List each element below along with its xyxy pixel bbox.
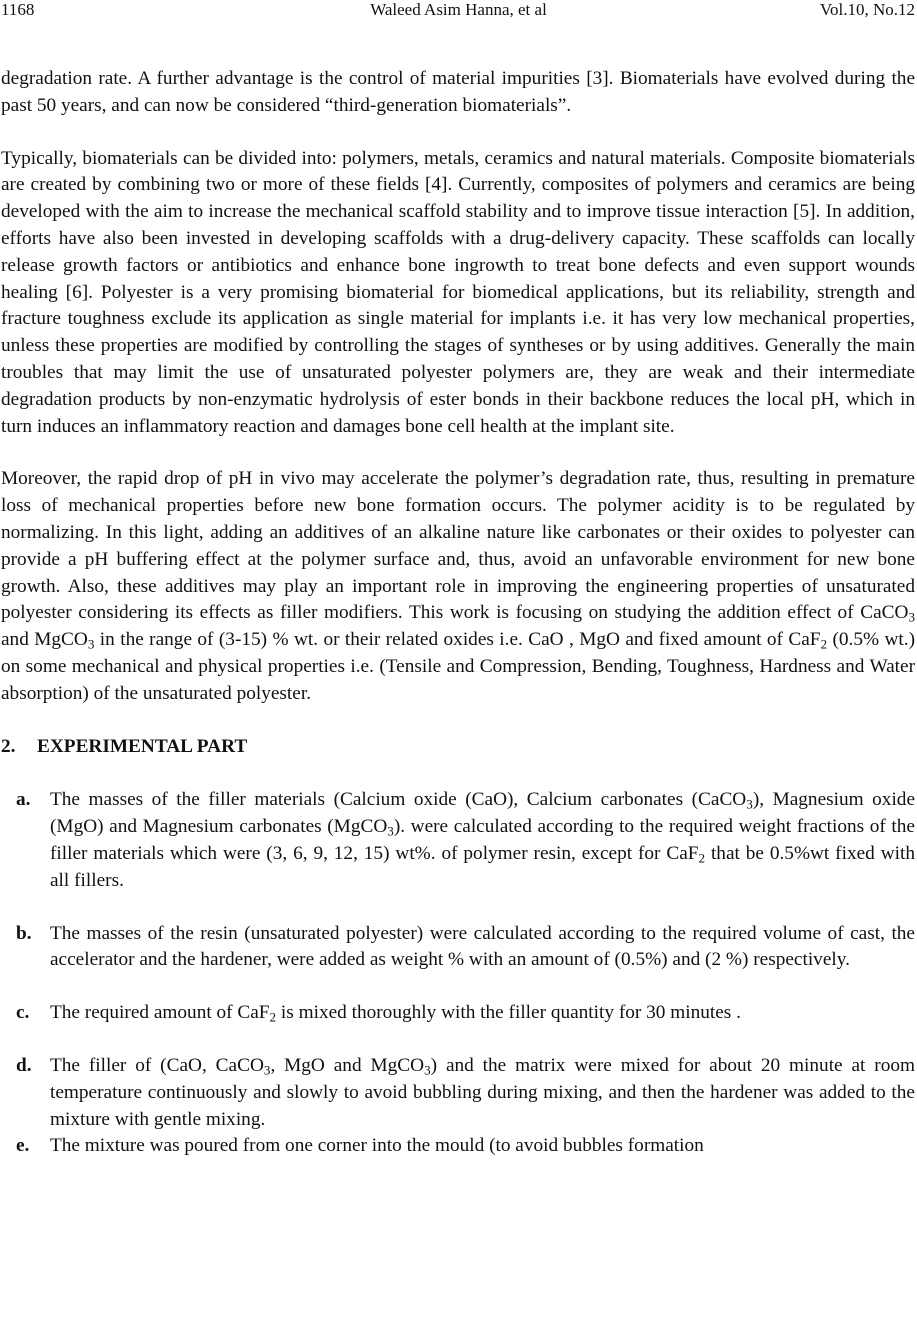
procedure-step xyxy=(1,1000,915,1027)
step-marker: c. xyxy=(16,1002,30,1024)
step-marker: d. xyxy=(16,1054,32,1076)
procedure-step xyxy=(1,787,915,894)
step-text: The required amount of CaF$_2$ is mixed thoroughly with the filler quantity for 30 minutes . xyxy=(50,1002,741,1025)
procedure-step xyxy=(1,921,915,975)
body-paragraph: Moreover, the rapid drop of pH in vivo may accelerate the polymer’s degradation rate, thus, resulting in premature loss of mechanical properties before new bone formation occurs. The polymer acidity is to be regulated by normalizing. In this light, adding an additives of an alkaline nature like carbonates or their oxides to polyester can provide a pH buffering effect at the polymer surface and, thus, avoid an unfavorable environment for new bone growth. Also, these additives may play an important role in improving the engineering properties of unsaturated polyester considering its effects as filler modifiers. This work is focusing on studying the addition effect of CaCO$_3$ and MgCO$_3$ in the range of (3-15) % wt. or their related oxides i.e. CaO , MgO and fixed amount of CaF$_2$ (0.5% wt.) on some mechanical and physical properties i.e. (Tensile and Compression, Bending, Toughness, Hardness and Water absorption) of the unsaturated polyester. xyxy=(1,468,916,704)
step-marker: b. xyxy=(16,922,32,944)
step-text: The masses of the filler materials (Calcium oxide (CaO), Calcium carbonates (CaCO$_3$), Magnesium oxide (MgO) and Magnesium carbonates (MgCO$_3$). were calculated according to the required weight fractions of the filler materials which were (3, 6, 9, 12, 15) wt%. of polymer resin, except for CaF$_2$ that be 0.5%wt fixed with all fillers. xyxy=(50,789,916,891)
subscript: 3 xyxy=(424,1062,431,1078)
subscript: 2 xyxy=(820,636,828,652)
page-number: 1168 xyxy=(1,0,35,19)
subscript: 3 xyxy=(263,1062,271,1078)
journal-volume: Vol.10, No.12 xyxy=(819,0,915,19)
procedure-step xyxy=(1,1053,915,1133)
body-paragraph: degradation rate. A further advantage is the control of material impurities [3]. Biomaterials have evolved during the past 50 years, and can now be considered “third-generation biomaterials”. xyxy=(1,68,915,116)
subscript: 3 xyxy=(746,797,753,812)
section-heading xyxy=(1,734,915,761)
running-authors: Waleed Asim Hanna, et al xyxy=(370,0,547,19)
subscript: 3 xyxy=(87,636,95,652)
subscript: 3 xyxy=(908,610,915,626)
subscript: 2 xyxy=(698,850,706,866)
page-header xyxy=(0,0,917,22)
article-body xyxy=(1,66,915,1160)
step-text: The masses of the resin (unsaturated polyester) were calculated according to the required volume of cast, the accelerator and the hardener, were added as weight % with an amount of (0.5%) and (2 %) respectively. xyxy=(50,922,915,971)
procedure-list xyxy=(1,787,915,1160)
procedure-step xyxy=(1,1133,915,1160)
step-marker: e. xyxy=(16,1135,30,1157)
step-text: The filler of (CaO, CaCO$_3$, MgO and MgCO$_3$) and the matrix were mixed for about 20 minute at room temperature continuously and slowly to avoid bubbling during mixing, and then the hardener was added to the mixture with gentle mixing. xyxy=(50,1054,916,1130)
section-title: EXPERIMENTAL PART xyxy=(37,735,248,757)
section-number: 2. xyxy=(1,735,16,757)
subscript: 3 xyxy=(387,823,394,839)
step-marker: a. xyxy=(16,789,31,811)
body-paragraph: Typically, biomaterials can be divided into: polymers, metals, ceramics and natural materials. Composite biomaterials are created by combining two or more of these fields [4]. Currently, composites of polymers and ceramics are being developed with the aim to increase the mechanical scaffold stability and to improve tissue interaction [5]. In addition, efforts have also been invested in developing scaffolds with a drug-delivery capacity. These scaffolds can locally release growth factors or antibiotics and enhance bone ingrowth to treat bone defects and even support wounds healing [6]. Polyester is a very promising biomaterial for biomedical applications, but its reliability, strength and fracture toughness exclude its application as single material for implants i.e. it has very low mechanical properties, unless these properties are modified by controlling the stages of syntheses or by using additives. Generally the main troubles that may limit the use of unsaturated polyester polymers are, they are weak and their intermediate degradation products by non-enzymatic hydrolysis of ester bonds in their backbone reduces the local pH, which in turn induces an inflammatory reaction and damages bone cell health at the implant site. xyxy=(1,147,915,437)
subscript: 2 xyxy=(269,1009,277,1025)
step-text: The mixture was poured from one corner into the mould (to avoid bubbles formation xyxy=(50,1135,704,1157)
